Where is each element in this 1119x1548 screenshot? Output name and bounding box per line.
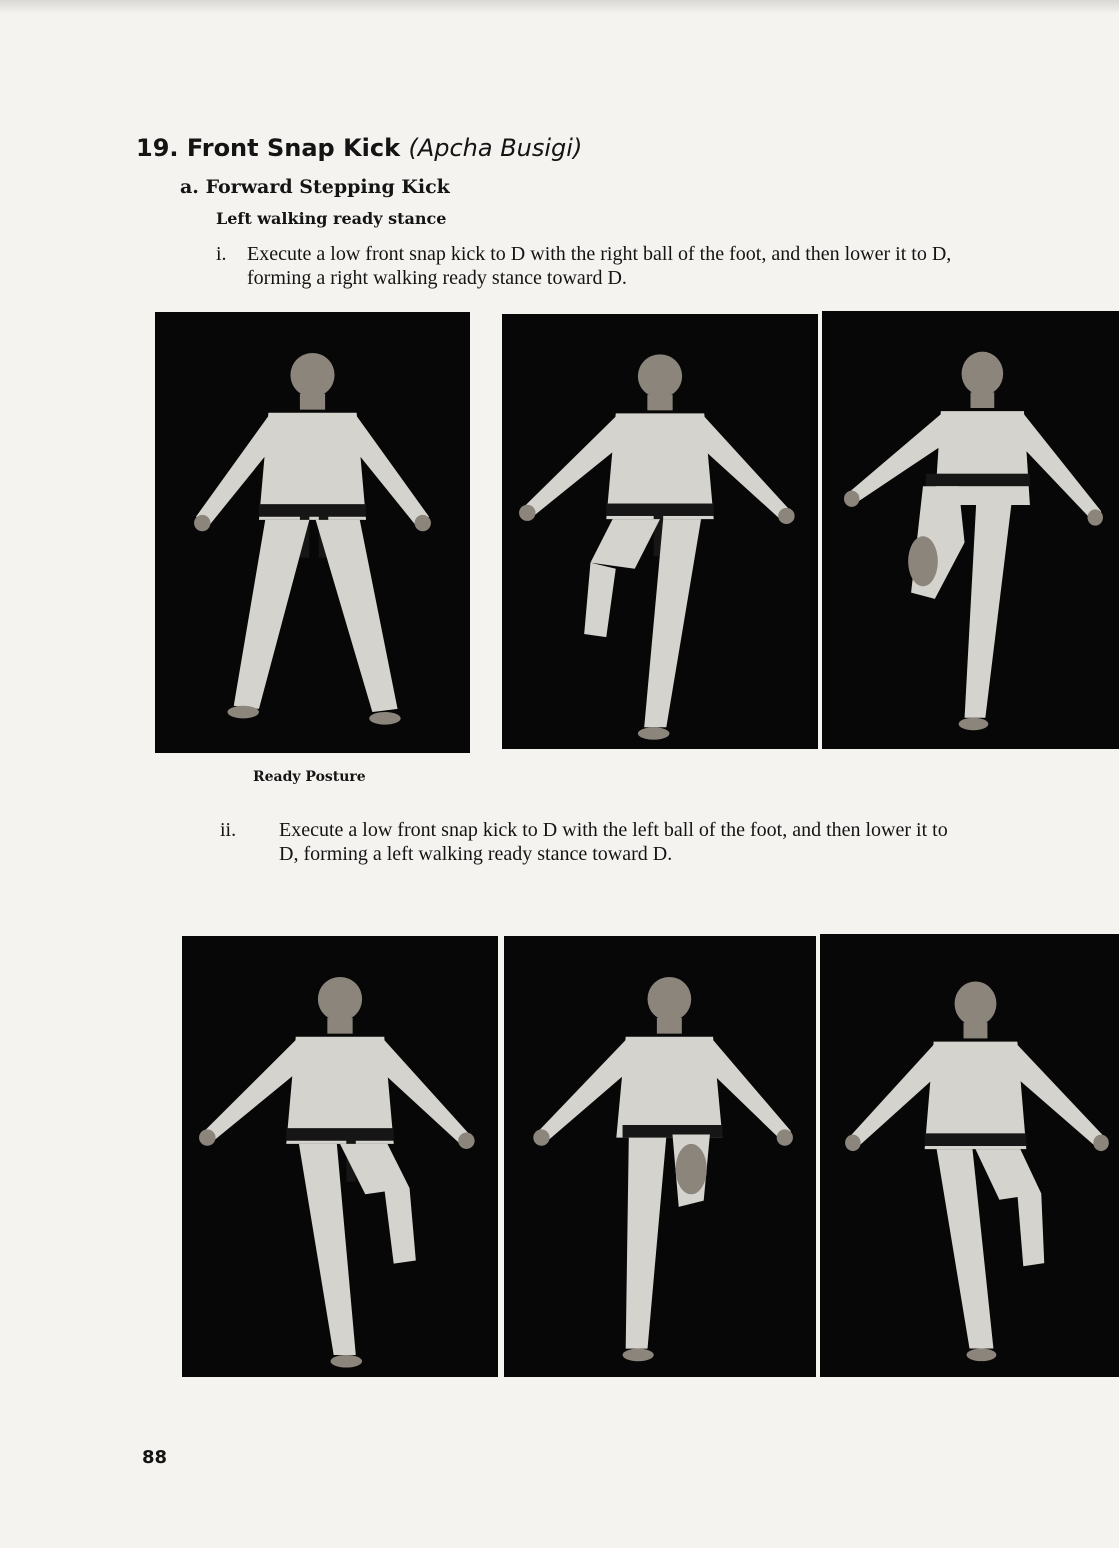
photo-right-knee-raised — [502, 314, 818, 749]
scan-edge-shadow — [0, 0, 1119, 14]
step-numeral: i. — [216, 243, 227, 265]
section-title-italic: (Apcha Busigi) — [408, 134, 583, 162]
photo-left-knee-raised — [820, 934, 1119, 1377]
step-i — [216, 242, 956, 290]
starting-stance-label: Left walking ready stance — [216, 209, 447, 228]
step-text: Execute a low front snap kick to D with the left ball of the foot, and then lower it to D, forming a left walking ready stance toward D. — [279, 819, 948, 865]
step-text: Execute a low front snap kick to D with the right ball of the foot, and then lower it to D, forming a right walking ready stance toward D. — [247, 243, 952, 289]
photo-caption: Ready Posture — [253, 769, 366, 785]
photo-left-kick-extended — [504, 936, 816, 1377]
subsection-letter: a. — [180, 176, 199, 198]
subsection-title-text: Forward Stepping Kick — [205, 176, 450, 198]
section-title-text: Front Snap Kick — [186, 134, 401, 162]
section-number: 19. — [136, 134, 179, 162]
page-number: 88 — [142, 1447, 168, 1468]
subsection-title — [180, 172, 450, 202]
photo-right-kick-extended — [822, 311, 1119, 749]
step-ii — [220, 818, 960, 866]
photo-ready-posture — [155, 312, 470, 753]
step-numeral: ii. — [220, 819, 237, 841]
section-title — [136, 130, 582, 166]
photo-left-knee-raised — [182, 936, 498, 1377]
